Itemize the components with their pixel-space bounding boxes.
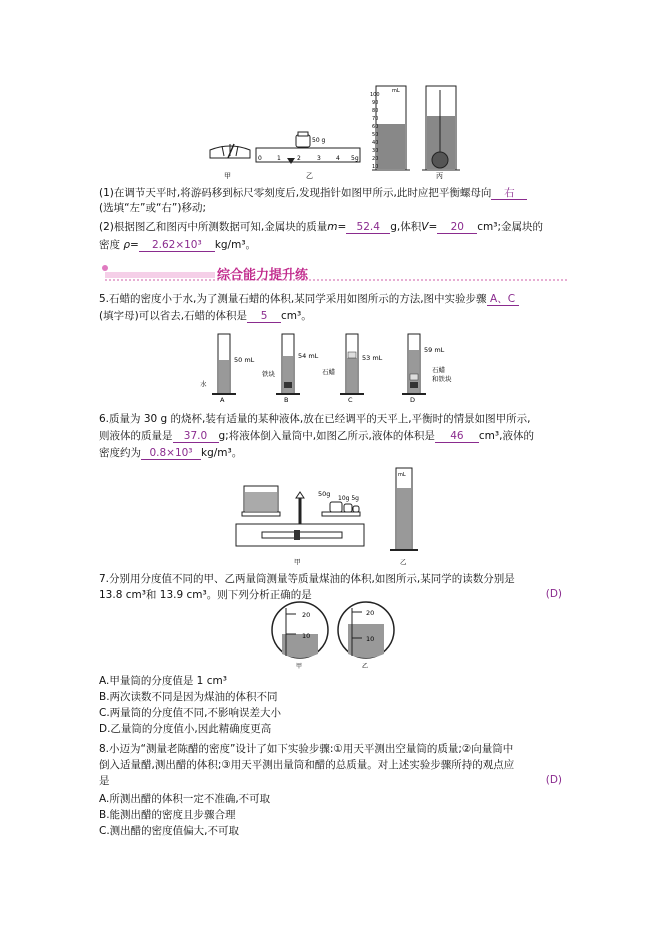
svg-text:乙: 乙 [400, 558, 407, 566]
answer-blank[interactable]: A、C [487, 293, 519, 306]
svg-text:0: 0 [258, 155, 262, 162]
svg-text:70: 70 [372, 116, 379, 122]
svg-text:A: A [220, 396, 225, 404]
svg-text:C: C [348, 396, 353, 404]
section-title: 综合能力提升练 [217, 268, 309, 283]
figure-balance-cylinder [200, 80, 460, 182]
svg-text:50: 50 [372, 132, 379, 138]
cylinder-c [340, 334, 364, 394]
q7-option-c: C.两量筒的分度值不同,不影响误差大小 [99, 707, 282, 719]
svg-text:60: 60 [372, 124, 379, 130]
q8-answer: (D) [545, 774, 562, 786]
svg-text:20: 20 [302, 611, 311, 619]
cylinder-b [276, 334, 300, 394]
label-bing: 丙 [436, 172, 443, 180]
q8-line3: 是 [99, 775, 110, 787]
svg-text:3: 3 [317, 155, 321, 162]
svg-text:水: 水 [200, 380, 207, 388]
svg-text:54 mL: 54 mL [298, 352, 319, 360]
svg-text:mL: mL [398, 472, 406, 478]
svg-text:2: 2 [297, 155, 301, 162]
q7-answer: (D) [545, 588, 562, 600]
q6-line1: 6.质量为 30 g 的烧杯,装有适量的某种液体,放在已经调平的天平上,平衡时的情景如图甲所示, [99, 413, 531, 425]
svg-text:80: 80 [372, 108, 379, 114]
svg-text:铁块: 铁块 [262, 370, 275, 378]
figure-beaker-balance [232, 464, 432, 568]
figure-wax [196, 330, 476, 404]
cylinder-a [212, 334, 236, 394]
svg-text:甲: 甲 [296, 663, 303, 670]
q8-option-c: C.测出醋的密度值偏大,不可取 [99, 825, 240, 837]
answer-blank[interactable]: 37.0 [173, 430, 219, 443]
svg-text:D: D [410, 396, 416, 404]
q5-line2: (填字母)可以省去,石蜡的体积是 5 cm³。 [99, 310, 312, 322]
q4-line2: (选填“左”或“右”)移动; [99, 202, 206, 214]
cyl-unit: mL [392, 88, 400, 94]
svg-text:石蜡: 石蜡 [322, 368, 335, 376]
svg-text:100: 100 [370, 92, 380, 98]
q8-option-a: A.所测出醋的体积一定不准确,不可取 [99, 793, 271, 805]
graduated-cylinder [390, 468, 418, 550]
top-figure-svg [200, 80, 460, 182]
weight-label: 50 g [312, 137, 326, 144]
beaker-figure-svg [232, 464, 432, 568]
svg-text:90: 90 [372, 100, 379, 106]
q7-line1: 7.分别用分度值不同的甲、乙两量筒测量等质量煤油的体积,如图所示,某同学的读数分别是 [99, 573, 515, 585]
svg-text:B: B [284, 396, 289, 404]
q7-option-b: B.两次读数不同是因为煤油的体积不同 [99, 691, 278, 703]
q8-line1: 8.小迈为“测量老陈醋的密度”设计了如下实验步骤:①用天平测出空量筒的质量;②向量筒中 [99, 743, 514, 755]
svg-text:20: 20 [372, 156, 379, 162]
q7-option-d: D.乙量筒的分度值小,因此精确度更高 [99, 723, 272, 735]
figure-two-cylinders [268, 598, 398, 670]
svg-text:石蜡: 石蜡 [432, 366, 445, 374]
q8-line2: 倒入适量醋,测出醋的体积;③用天平测出量筒和醋的总质量。对上述实验步骤所持的观点应 [99, 759, 515, 771]
svg-text:1: 1 [277, 155, 281, 162]
circle-jia [272, 602, 328, 658]
answer-blank[interactable]: 2.62×10³ [139, 239, 215, 252]
svg-text:和铁块: 和铁块 [432, 375, 452, 383]
q4-line4: 密度 ρ= 2.62×10³ kg/m³。 [99, 239, 257, 251]
cylinder-d [402, 334, 426, 394]
cylinder-right [422, 86, 460, 170]
answer-blank[interactable]: 20 [437, 221, 477, 234]
svg-text:10g 5g: 10g 5g [338, 495, 359, 502]
svg-text:50 mL: 50 mL [234, 356, 255, 364]
label-jia: 甲 [224, 172, 231, 180]
circle-figure-svg [268, 598, 398, 670]
q6-line3: 密度约为 0.8×10³ kg/m³。 [99, 447, 243, 459]
q8-option-b: B.能测出醋的密度且步骤合理 [99, 809, 236, 821]
svg-text:20: 20 [366, 609, 375, 617]
wax-figure-svg [196, 330, 476, 404]
q5-line1: 5.石蜡的密度小于水,为了测量石蜡的体积,某同学采用如图所示的方法,图中实验步骤 A、C [99, 292, 519, 306]
q7-line2: 13.8 cm³和 13.9 cm³。则下列分析正确的是 [99, 589, 312, 601]
answer-blank[interactable]: 0.8×10³ [141, 447, 201, 460]
svg-text:10: 10 [302, 632, 311, 640]
balance-ruler [256, 132, 360, 164]
section-header [99, 262, 569, 282]
svg-text:10: 10 [366, 635, 375, 643]
q7-option-a: A.甲量筒的分度值是 1 cm³ [99, 675, 227, 687]
q6-line2: 则液体的质量是 37.0 g;将液体倒入量筒中,如图乙所示,液体的体积是 46 cm³,液体的 [99, 430, 534, 442]
label-yi: 乙 [306, 172, 313, 180]
pointer-dial [210, 144, 250, 158]
q4-line3: (2)根据图乙和图丙中所测数据可知,金属块的质量m= 52.4 g,体积V= 20 cm³;金属块的 [99, 221, 543, 233]
svg-text:30: 30 [372, 148, 379, 154]
q4-line1: (1)在调节天平时,将游码移到标尺零刻度后,发现指针如图甲所示,此时应把平衡螺母向 右 [99, 186, 527, 200]
svg-text:5g: 5g [351, 155, 359, 162]
section-decoration [99, 262, 569, 282]
svg-text:甲: 甲 [294, 558, 301, 566]
answer-blank[interactable]: 46 [435, 430, 479, 443]
svg-text:4: 4 [336, 155, 340, 162]
svg-text:59 mL: 59 mL [424, 346, 445, 354]
svg-text:40: 40 [372, 140, 379, 146]
svg-text:乙: 乙 [362, 663, 369, 670]
svg-text:50g: 50g [318, 490, 331, 498]
answer-blank[interactable]: 52.4 [346, 221, 390, 234]
svg-text:53 mL: 53 mL [362, 354, 383, 362]
svg-text:10: 10 [372, 164, 379, 170]
answer-blank[interactable]: 右 [491, 187, 527, 200]
answer-blank[interactable]: 5 [247, 310, 281, 323]
